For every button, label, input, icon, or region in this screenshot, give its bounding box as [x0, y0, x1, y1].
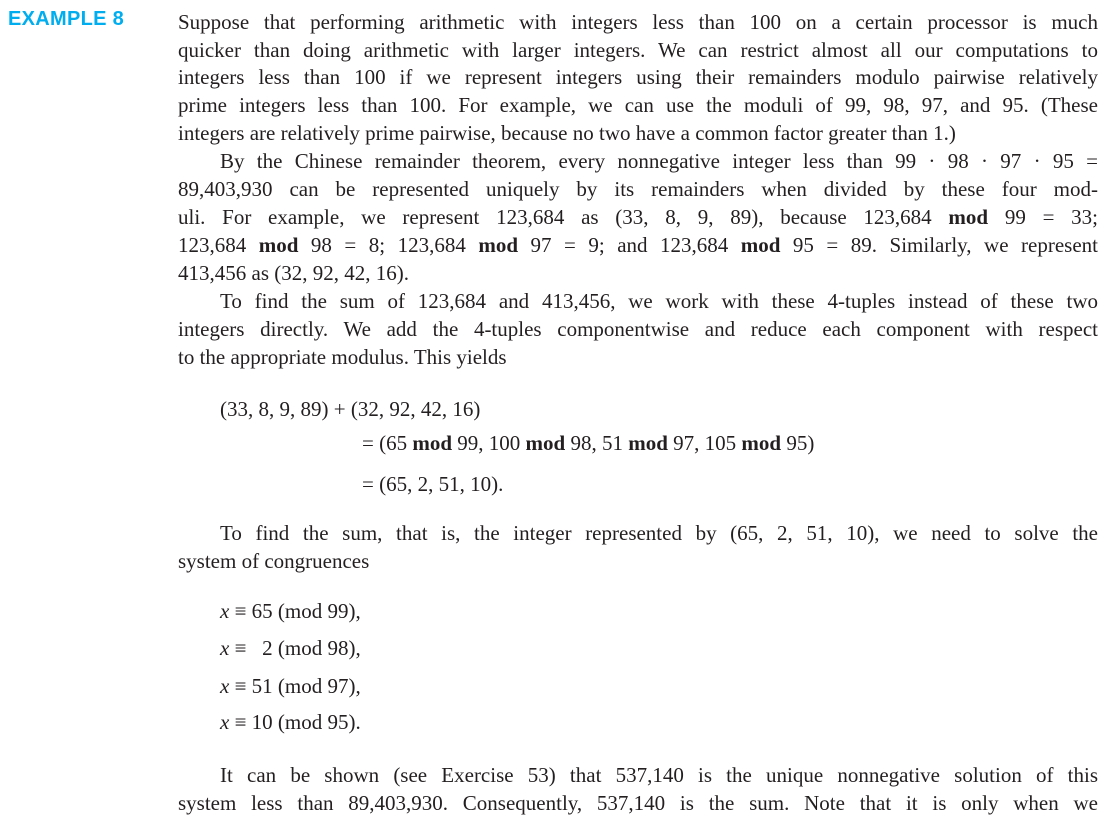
text-run: ≡ 51 (mod 97),: [229, 674, 361, 698]
text-line: [178, 231, 1098, 259]
text-run: 99, 100: [452, 431, 526, 455]
text-line: [220, 672, 361, 700]
text-run: ≡ 2 (mod 98),: [229, 636, 361, 660]
bold-operator: mod: [948, 205, 989, 229]
text-line: [178, 259, 409, 287]
text-run: 95 = 89. Similarly, we represent: [780, 233, 1098, 257]
text-line: [178, 343, 507, 371]
text-run: 413,456 as (32, 92, 42, 16).: [178, 261, 409, 285]
text-run: 99 = 33;: [988, 205, 1098, 229]
text-line: [178, 63, 1098, 91]
text-line: [220, 634, 361, 662]
text-line: [220, 287, 1098, 315]
text-line: [362, 470, 503, 498]
text-run: 97 = 9; and 123,684: [518, 233, 741, 257]
text-run: integers directly. We add the 4-tuples componentwise and reduce each component with respect: [178, 317, 1098, 341]
text-run: integers less than 100 if we represent integers using their remainders modulo pairwise relatively: [178, 65, 1098, 89]
text-line: [178, 175, 1098, 203]
text-run: 95): [781, 431, 815, 455]
text-run: to the appropriate modulus. This yields: [178, 345, 507, 369]
math-variable: x: [220, 636, 230, 660]
text-line: [220, 597, 361, 625]
text-run: 97, 105: [667, 431, 742, 455]
bold-operator: mod: [258, 233, 299, 257]
text-run: system less than 89,403,930. Consequently, 537,140 is the sum. Note that it is only when we: [178, 791, 1098, 815]
text-run: uli. For example, we represent 123,684 as (33, 8, 9, 89), because 123,684: [178, 205, 949, 229]
text-line: [178, 315, 1098, 343]
text-run: (33, 8, 9, 89) + (32, 92, 42, 16): [220, 397, 481, 421]
text-run: prime integers less than 100. For example, we can use the moduli of 99, 98, 97, and 95. (These: [178, 93, 1098, 117]
text-run: integers are relatively prime pairwise, because no two have a common factor greater than 1.): [178, 121, 956, 145]
text-run: It can be shown (see Exercise 53) that 537,140 is the unique nonnegative solution of this: [220, 763, 1098, 787]
text-run: system of congruences: [178, 549, 370, 573]
text-line: [178, 203, 1098, 231]
text-run: = (65: [362, 431, 413, 455]
text-run: ≡ 65 (mod 99),: [229, 599, 361, 623]
example-label: EXAMPLE 8: [8, 8, 125, 30]
text-run: 89,403,930 can be represented uniquely by its remainders when divided by these four mod-: [178, 177, 1098, 201]
bold-operator: mod: [478, 233, 519, 257]
text-line: [220, 519, 1098, 547]
text-line: [178, 789, 1098, 817]
text-run: ≡ 10 (mod 95).: [229, 710, 361, 734]
text-run: By the Chinese remainder theorem, every nonnegative integer less than 99 · 98 · 97 · 95 =: [220, 149, 1098, 173]
math-variable: x: [220, 674, 230, 698]
bold-operator: mod: [628, 431, 668, 455]
text-run: quicker than doing arithmetic with larger integers. We can restrict almost all our computations to: [178, 38, 1098, 62]
text-run: 123,684: [178, 233, 259, 257]
bold-operator: mod: [741, 431, 782, 455]
text-run: 98, 51: [565, 431, 629, 455]
text-line: [178, 8, 1098, 36]
text-line: [178, 91, 1098, 119]
text-line: [220, 147, 1098, 175]
text-run: Suppose that performing arithmetic with integers less than 100 on a certain processor is much: [178, 10, 1098, 34]
math-variable: x: [220, 710, 230, 734]
bold-operator: mod: [412, 431, 453, 455]
text-run: To find the sum, that is, the integer represented by (65, 2, 51, 10), we need to solve the: [220, 521, 1098, 545]
text-run: To find the sum of 123,684 and 413,456, we work with these 4-tuples instead of these two: [220, 289, 1098, 313]
text-run: = (65, 2, 51, 10).: [362, 472, 504, 496]
text-line: [178, 36, 1098, 64]
math-variable: x: [220, 599, 230, 623]
text-line: [220, 708, 361, 736]
text-line: [220, 395, 480, 423]
text-line: [220, 761, 1098, 789]
text-line: [178, 547, 369, 575]
text-line: [362, 429, 814, 457]
text-line: [178, 119, 956, 147]
bold-operator: mod: [740, 233, 781, 257]
bold-operator: mod: [525, 431, 566, 455]
text-run: 98 = 8; 123,684: [298, 233, 479, 257]
